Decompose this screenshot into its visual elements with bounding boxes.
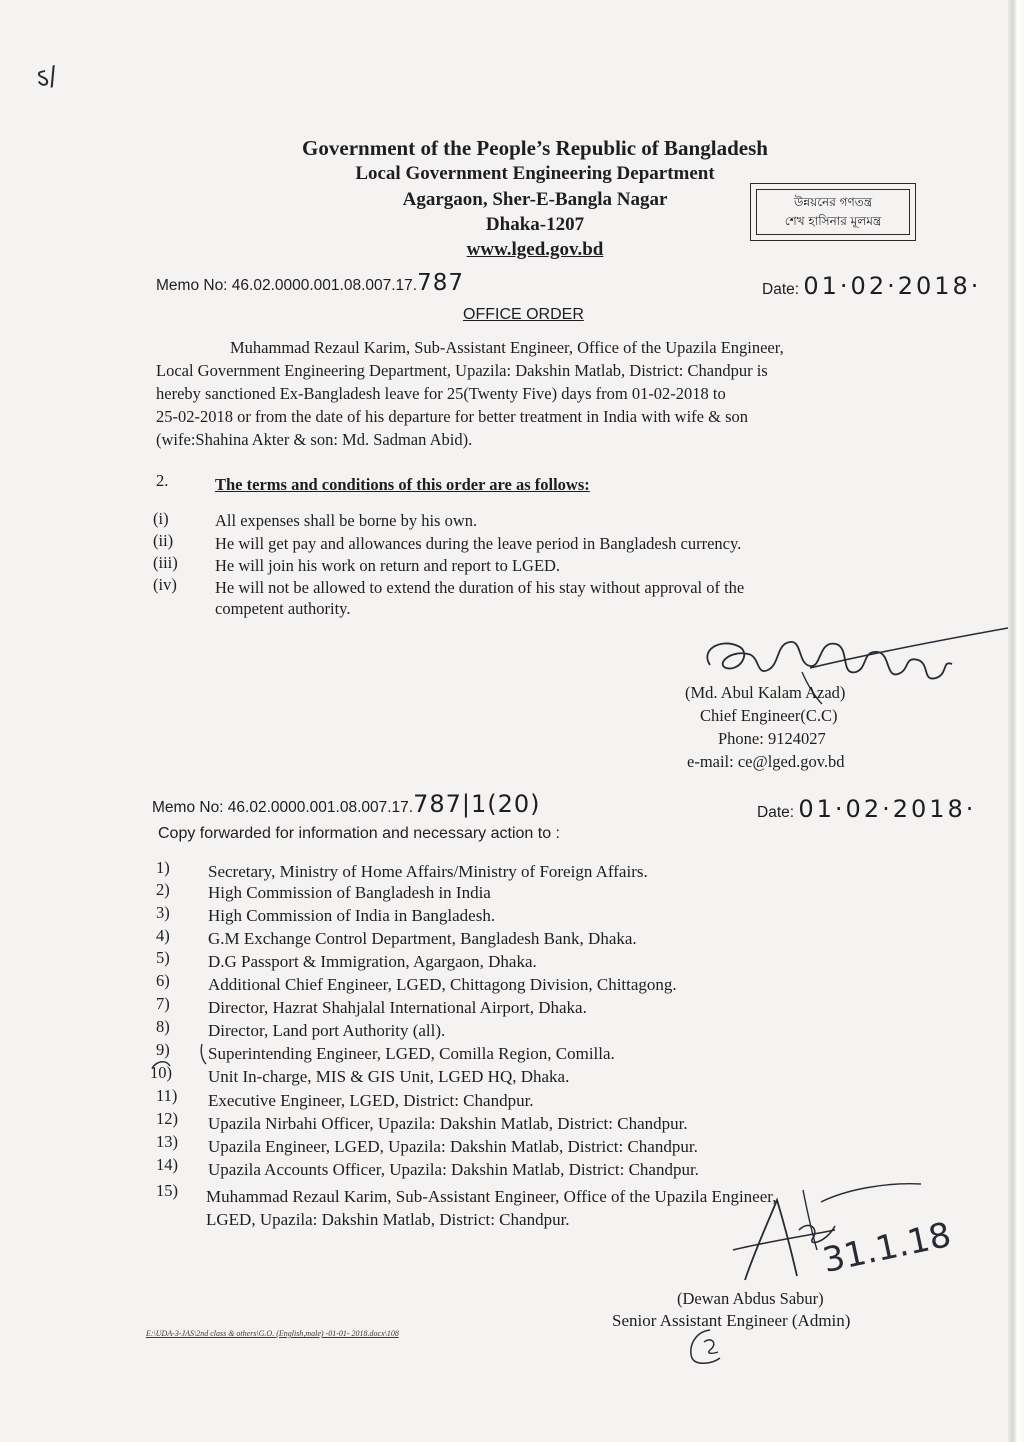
memo2-number-label xyxy=(152,790,541,818)
copy-item-text: Director, Hazrat Shahjalal International Airport, Dhaka. xyxy=(208,998,587,1017)
memo2-handwritten-number: 787|1(20) xyxy=(413,790,541,818)
signatory1-email: e-mail: ce@lged.gov.bd xyxy=(687,752,845,771)
copy-item-text: Upazila Engineer, LGED, Upazila: Dakshin Matlab, District: Chandpur. xyxy=(208,1137,698,1156)
copy-item-text: Executive Engineer, LGED, District: Chandpur. xyxy=(208,1091,534,1110)
term-text: All expenses shall be borne by his own. xyxy=(215,511,478,530)
copy-item-number: 10) xyxy=(150,1063,172,1082)
paragraph-line-1: Muhammad Rezaul Karim, Sub-Assistant Engineer, Office of the Upazila Engineer, xyxy=(230,338,784,357)
term-number: (iv) xyxy=(153,575,177,594)
term-text: He will not be allowed to extend the duration of his stay without approval of the xyxy=(215,578,745,597)
copy-item-number: 14) xyxy=(156,1155,178,1174)
memo-date xyxy=(762,272,981,300)
department-city: Dhaka-1207 xyxy=(485,214,585,235)
signatory2-title: Senior Assistant Engineer (Admin) xyxy=(612,1311,851,1330)
term-text: He will get pay and allowances during the leave period in Bangladesh currency. xyxy=(215,534,742,553)
department-website: www.lged.gov.bd xyxy=(466,239,604,260)
copy-item-text: High Commission of Bangladesh in India xyxy=(208,883,491,902)
footer-file-path: E:\UDA-3-JAS\2nd class & others\G.O. (English,male) -01-01- 2018.docx\108 xyxy=(146,1329,399,1338)
signatory1-name: (Md. Abul Kalam Azad) xyxy=(685,683,846,702)
memo2-date-label: Date: xyxy=(757,804,795,821)
office-order-title: OFFICE ORDER xyxy=(463,306,584,323)
slogan-box xyxy=(750,183,916,241)
copy-item-text: Secretary, Ministry of Home Affairs/Ministry of Foreign Affairs. xyxy=(208,862,648,881)
copy-item-number: 15) xyxy=(156,1181,178,1200)
copy-item-text: Director, Land port Authority (all). xyxy=(208,1021,446,1040)
copy-item-text-continued: LGED, Upazila: Dakshin Matlab, District: Chandpur. xyxy=(206,1210,570,1229)
copy-item-number: 8) xyxy=(156,1017,170,1036)
copy-item-number: 11) xyxy=(156,1086,178,1105)
signatory1-title: Chief Engineer(C.C) xyxy=(700,706,838,725)
copy-item-text: Superintending Engineer, LGED, Comilla Region, Comilla. xyxy=(208,1044,615,1063)
copy-item-text: Upazila Nirbahi Officer, Upazila: Dakshin Matlab, District: Chandpur. xyxy=(208,1114,688,1133)
memo-date-handwritten: 01·02·2018· xyxy=(803,272,982,300)
copy-item-number: 6) xyxy=(156,971,170,990)
terms-heading: The terms and conditions of this order are as follows: xyxy=(215,475,590,494)
copy-item-number: 12) xyxy=(156,1109,178,1128)
copy-item-text: Muhammad Rezaul Karim, Sub-Assistant Engineer, Office of the Upazila Engineer, xyxy=(206,1187,777,1206)
copy-forward-intro: Copy forwarded for information and necessary action to : xyxy=(158,825,560,842)
paragraph-line-4: 25-02-2018 or from the date of his departure for better treatment in India with wife & son xyxy=(156,407,748,426)
department-name: Local Government Engineering Department xyxy=(355,163,715,184)
copy-item-number: 2) xyxy=(156,880,170,899)
term-text-continued: competent authority. xyxy=(215,599,351,618)
term-number: (ii) xyxy=(153,531,174,550)
copy-item-number: 13) xyxy=(156,1132,178,1151)
memo-handwritten-number: 787 xyxy=(417,270,465,296)
signatory2-name: (Dewan Abdus Sabur) xyxy=(677,1289,824,1308)
copy-item-text: Upazila Accounts Officer, Upazila: Dakshin Matlab, District: Chandpur. xyxy=(208,1160,699,1179)
signatory1-phone: Phone: 9124027 xyxy=(718,729,826,748)
copy-item-number: 7) xyxy=(156,994,170,1013)
copy-item-text: G.M Exchange Control Department, Bangladesh Bank, Dhaka. xyxy=(208,929,637,948)
copy-item-number: 9) xyxy=(156,1040,170,1059)
term-number: (i) xyxy=(153,509,169,528)
list-tick-marks xyxy=(148,1038,218,1088)
memo2-number-text: Memo No: 46.02.0000.001.08.007.17. xyxy=(152,799,414,816)
handwritten-initial-mark xyxy=(682,1324,732,1368)
copy-item-text: Unit In-charge, MIS & GIS Unit, LGED HQ, Dhaka. xyxy=(208,1067,570,1086)
corner-handwritten-mark: ऽ/ xyxy=(33,61,61,95)
term-text: He will join his work on return and report to LGED. xyxy=(215,556,561,575)
copy-item-number: 5) xyxy=(156,948,170,967)
memo2-date xyxy=(757,795,976,823)
signature2-date: 31.1.18 xyxy=(819,1214,955,1282)
government-title: Government of the People’s Republic of Bangladesh xyxy=(302,136,768,160)
copy-item-text: D.G Passport & Immigration, Agargaon, Dhaka. xyxy=(208,952,537,971)
paragraph-line-3: hereby sanctioned Ex-Bangladesh leave for 25(Twenty Five) days from 01-02-2018 to xyxy=(156,384,726,403)
copy-item-text: High Commission of India in Bangladesh. xyxy=(208,906,496,925)
copy-item-number: 3) xyxy=(156,903,170,922)
copy-item-number: 4) xyxy=(156,926,170,945)
term-number: (iii) xyxy=(153,553,178,572)
memo-number-text: Memo No: 46.02.0000.001.08.007.17. xyxy=(156,277,418,294)
memo2-date-handwritten: 01·02·2018· xyxy=(798,795,977,823)
slogan-line-2: শেখ হাসিনার মূলমন্ত্র xyxy=(784,214,882,228)
terms-section-number: 2. xyxy=(156,471,169,490)
department-address: Agargaon, Sher-E-Bangla Nagar xyxy=(402,189,668,210)
paragraph-line-2: Local Government Engineering Department, Upazila: Dakshin Matlab, District: Chandpur is xyxy=(156,361,768,380)
memo-date-label: Date: xyxy=(762,281,800,298)
paragraph-line-5: (wife:Shahina Akter & son: Md. Sadman Abid). xyxy=(156,430,473,449)
memo-number-label xyxy=(156,270,464,296)
copy-item-text: Additional Chief Engineer, LGED, Chittagong Division, Chittagong. xyxy=(208,975,677,994)
copy-item-number: 1) xyxy=(156,858,170,877)
slogan-line-1: উন্নয়নের গণতন্ত্র xyxy=(793,195,873,209)
